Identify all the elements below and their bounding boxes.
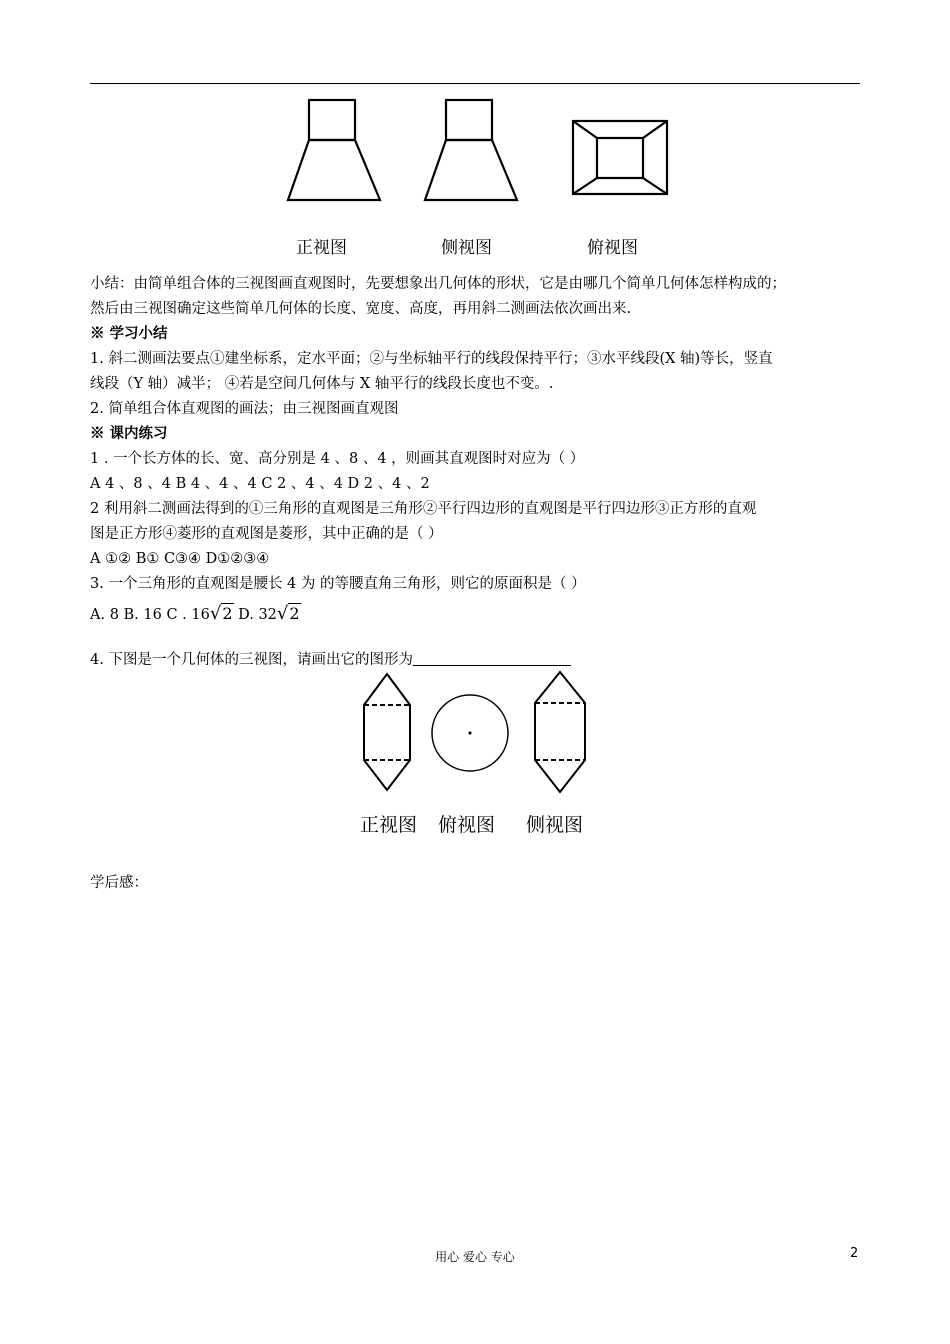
figure1-caption-front: 正视图: [296, 238, 347, 258]
side-view-hexagon-drawing: [535, 672, 585, 792]
figure2-caption-top: 俯视图: [438, 814, 496, 836]
summary-line-1: 小结：由简单组合体的三视图画直观图时，先要想象出几何体的形状，它是由哪几个简单几何体怎样构成的；: [90, 276, 786, 292]
question-3-options-abc: A. 8 B. 16 C . 16: [90, 607, 210, 623]
footer-text: 用心 爱心 专心: [435, 1250, 515, 1264]
figure1-caption-side: 侧视图: [441, 238, 492, 258]
section-heading-exercise: ※ 课内练习: [90, 425, 168, 442]
sqrt-expression-c: √2: [209, 603, 233, 624]
front-view-drawing: [288, 100, 380, 200]
figure2-caption-front: 正视图: [360, 814, 418, 836]
three-views-figure-1: [280, 95, 680, 210]
page-number: 2: [850, 1246, 859, 1261]
sqrt-radicand-d: 2: [289, 604, 300, 623]
figure2-caption-side: 侧视图: [526, 814, 584, 836]
summary-item-2: 2. 简单组合体直观图的画法；由三视图画直观图: [90, 401, 399, 417]
question-2-line-2: 图是正方形④菱形的直观图是菱形，其中正确的是（ ）: [90, 526, 443, 542]
top-view-drawing: [573, 121, 667, 194]
top-view-circle-drawing: [432, 695, 508, 771]
summary-item-1-line-2: 线段（Y 轴）减半； ④若是空间几何体与 X 轴平行的线段长度也不变。.: [90, 376, 554, 392]
question-3-options: [90, 604, 301, 625]
summary-item-1-line-1: 1. 斜二测画法要点①建坐标系，定水平面；②与坐标轴平行的线段保持平行；③水平线段(X 轴)等长，竖直: [90, 351, 773, 367]
question-1: 1 . 一个长方体的长、宽、高分别是 4 、8 、4 ，则画其直观图时对应为（ ）: [90, 451, 585, 467]
question-4: [90, 650, 571, 670]
question-2-options: A ①② B① C③④ D①②③④: [90, 551, 270, 567]
section-heading-summary: ※ 学习小结: [90, 325, 168, 342]
side-view-drawing: [425, 100, 517, 200]
afterthought-label: 学后感：: [90, 875, 148, 891]
figure1-caption-top: 俯视图: [587, 238, 638, 258]
question-2-line-1: 2 利用斜二测画法得到的①三角形的直观图是三角形②平行四边形的直观图是平行四边形③正方形的直观: [90, 501, 757, 517]
question-3: 3. 一个三角形的直观图是腰长 4 为 的等腰直角三角形，则它的原面积是（ ）: [90, 576, 586, 592]
answer-blank: [413, 651, 571, 666]
three-views-figure-2: [355, 668, 595, 798]
sqrt-expression-d: √2: [276, 603, 300, 624]
question-3-option-d: D. 32: [233, 607, 277, 623]
summary-line-2: 然后由三视图确定这些简单几何体的长度、宽度、高度，再用斜二测画法依次画出来.: [90, 301, 632, 317]
question-4-text: 4. 下图是一个几何体的三视图，请画出它的图形为: [90, 652, 413, 668]
sqrt-radicand-c: 2: [222, 604, 233, 623]
front-view-hexagon-drawing: [364, 674, 410, 790]
question-1-options: A 4 、8 、4 B 4 、4 、4 C 2 、4 、4 D 2 、4 、2: [90, 476, 430, 492]
header-rule: [90, 83, 860, 84]
